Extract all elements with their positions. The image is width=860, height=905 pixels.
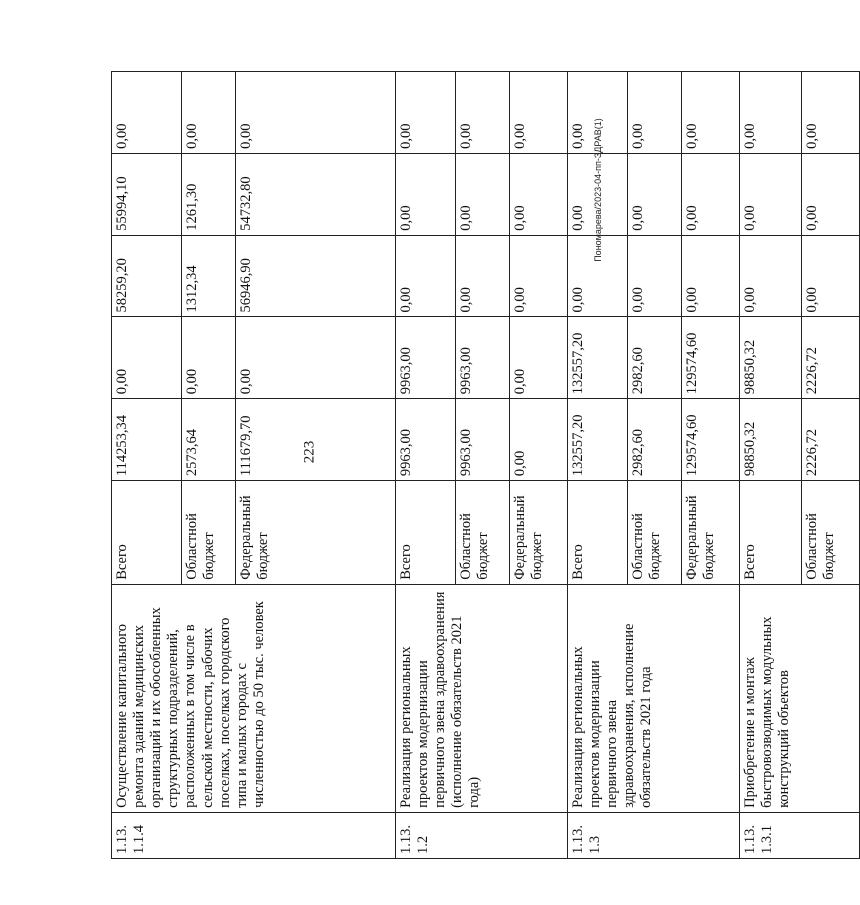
amount-cell: 0,00 <box>396 72 456 154</box>
amount-cell: 0,00 <box>802 72 860 154</box>
amount-cell: 0,00 <box>682 72 740 154</box>
amount-cell: 0,00 <box>740 235 802 317</box>
item-code-cell: 1.13.1.1.4 <box>112 812 396 858</box>
amount-cell: 0,00 <box>396 235 456 317</box>
amount-cell: 0,00 <box>510 153 568 235</box>
amount-cell: 9963,00 <box>396 399 456 481</box>
table-body <box>112 72 860 859</box>
amount-cell: 0,00 <box>456 72 510 154</box>
amount-cell: 9963,00 <box>456 399 510 481</box>
amount-cell: 132557,20 <box>568 399 628 481</box>
funding-source-cell: Областной бюджет <box>456 481 510 585</box>
amount-cell: 0,00 <box>802 235 860 317</box>
funding-table <box>111 71 860 859</box>
amount-cell: 9963,00 <box>396 317 456 399</box>
amount-cell: 2226,72 <box>802 399 860 481</box>
item-name-cell: Реализация региональных проектов модернизации первичного звена здравоохранения, исполнение обязательств 2021 года <box>568 584 740 812</box>
funding-source-cell: Всего <box>568 481 628 585</box>
funding-source-cell: Областной бюджет <box>802 481 860 585</box>
item-code-cell: 1.13.1.3.1 <box>740 812 860 858</box>
amount-cell: 0,00 <box>456 153 510 235</box>
amount-cell: 129574,60 <box>682 399 740 481</box>
item-code-cell: 1.13.1.2 <box>396 812 568 858</box>
table-row <box>396 72 456 859</box>
amount-cell: 0,00 <box>740 72 802 154</box>
amount-cell: 0,00 <box>802 153 860 235</box>
funding-source-cell: Федеральный бюджет <box>236 481 396 585</box>
amount-cell: 111679,70 <box>236 399 396 481</box>
amount-cell: 0,00 <box>510 317 568 399</box>
page-number: 223 <box>301 440 318 464</box>
amount-cell: 0,00 <box>568 72 628 154</box>
amount-cell: 0,00 <box>682 235 740 317</box>
document-code: Пономарева/2023-04-пп-ЗДРАВ(1) <box>593 118 603 262</box>
amount-cell: 98850,32 <box>740 317 802 399</box>
table-row <box>740 72 802 859</box>
funding-source-cell: Областной бюджет <box>182 481 236 585</box>
item-code-cell: 1.13.1.3 <box>568 812 740 858</box>
amount-cell: 0,00 <box>510 235 568 317</box>
amount-cell: 0,00 <box>112 317 182 399</box>
table-row <box>112 72 182 859</box>
amount-cell: 0,00 <box>396 153 456 235</box>
item-name-cell: Приобретение и монтаж быстровозводимых модульных конструкций объектов <box>740 584 860 812</box>
amount-cell: 0,00 <box>456 235 510 317</box>
amount-cell: 1261,30 <box>182 153 236 235</box>
amount-cell: 0,00 <box>682 153 740 235</box>
amount-cell: 0,00 <box>628 72 682 154</box>
amount-cell: 0,00 <box>112 72 182 154</box>
amount-cell: 0,00 <box>628 153 682 235</box>
table-row <box>568 72 628 859</box>
amount-cell: 56946,90 <box>236 235 396 317</box>
funding-source-cell: Всего <box>740 481 802 585</box>
funding-source-cell: Федеральный бюджет <box>510 481 568 585</box>
amount-cell: 9963,00 <box>456 317 510 399</box>
amount-cell: 98850,32 <box>740 399 802 481</box>
amount-cell: 2226,72 <box>802 317 860 399</box>
amount-cell: 129574,60 <box>682 317 740 399</box>
amount-cell: 0,00 <box>510 72 568 154</box>
funding-source-cell: Всего <box>396 481 456 585</box>
funding-source-cell: Федеральный бюджет <box>682 481 740 585</box>
amount-cell: 2982,60 <box>628 317 682 399</box>
amount-cell: 1312,34 <box>182 235 236 317</box>
amount-cell: 58259,20 <box>112 235 182 317</box>
amount-cell: 2573,64 <box>182 399 236 481</box>
amount-cell: 0,00 <box>510 399 568 481</box>
item-name-cell: Реализация региональных проектов модернизации первичного звена здравоохранения (исполнение обязательств 2021 года) <box>396 584 568 812</box>
funding-source-cell: Областной бюджет <box>628 481 682 585</box>
amount-cell: 0,00 <box>740 153 802 235</box>
amount-cell: 55994,10 <box>112 153 182 235</box>
amount-cell: 0,00 <box>182 72 236 154</box>
item-name-cell: Осуществление капитального ремонта зданий медицинских организаций и их обособленных структурных подразделений, расположенных в том числе в сельской местности, рабочих поселках, поселках городского типа и малых городах с численностью до 50 тыс. человек <box>112 584 396 812</box>
funding-source-cell: Всего <box>112 481 182 585</box>
amount-cell: 0,00 <box>628 235 682 317</box>
amount-cell: 0,00 <box>236 317 396 399</box>
amount-cell: 0,00 <box>568 235 628 317</box>
amount-cell: 54732,80 <box>236 153 396 235</box>
amount-cell: 0,00 <box>236 72 396 154</box>
amount-cell: 132557,20 <box>568 317 628 399</box>
amount-cell: 0,00 <box>182 317 236 399</box>
amount-cell: 2982,60 <box>628 399 682 481</box>
amount-cell: 114253,34 <box>112 399 182 481</box>
amount-cell: 0,00 <box>568 153 628 235</box>
